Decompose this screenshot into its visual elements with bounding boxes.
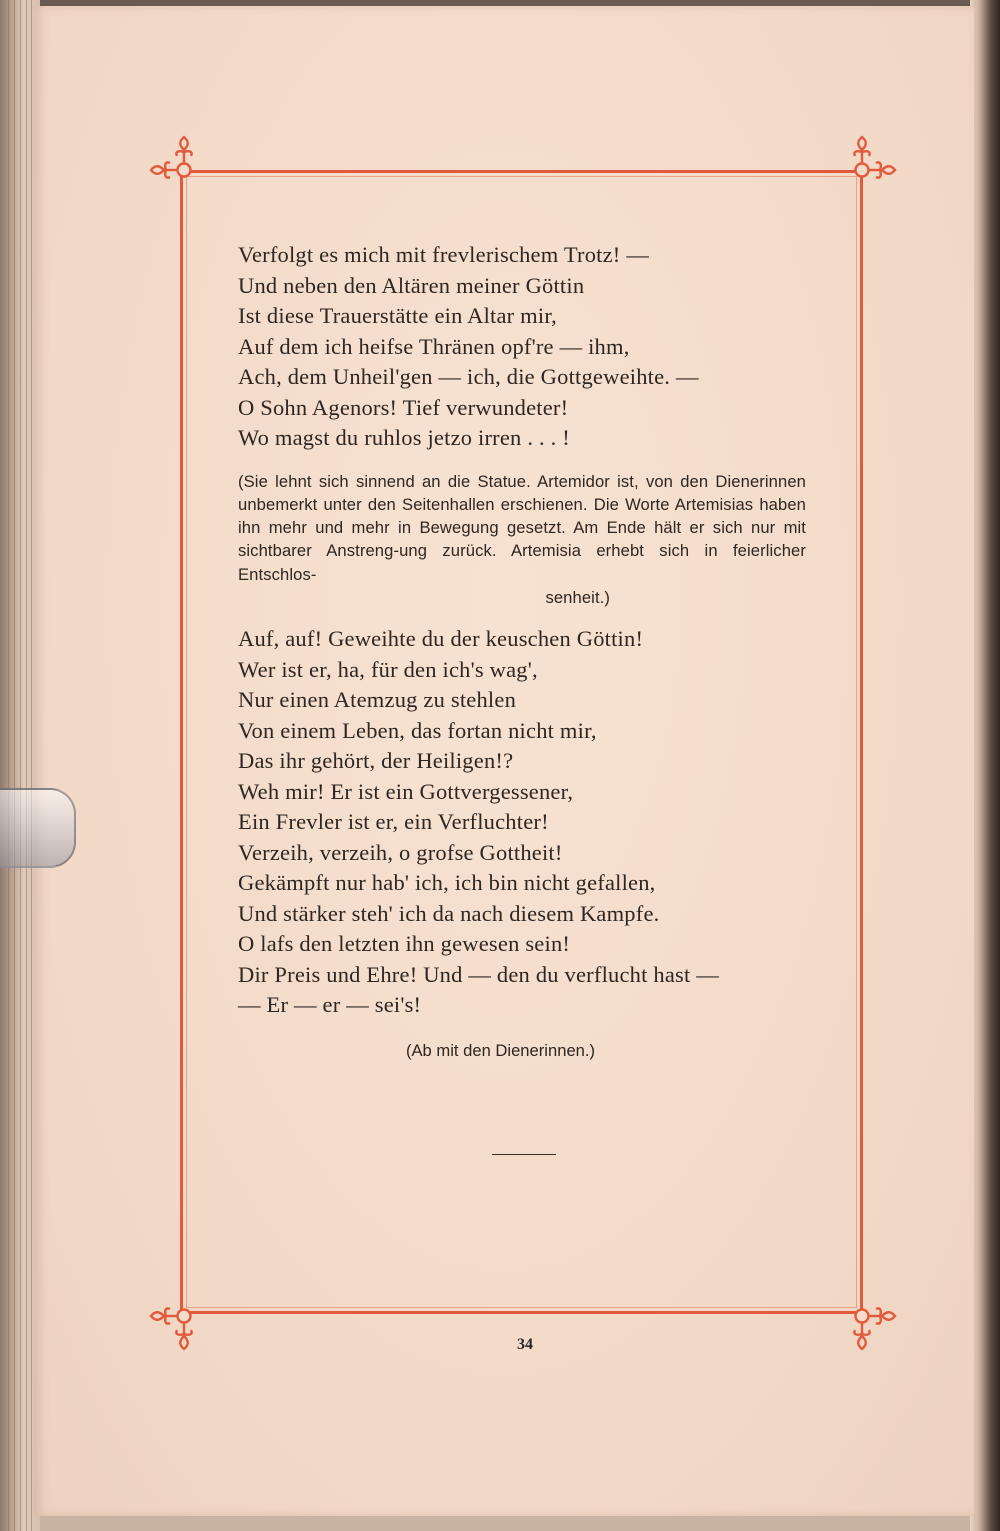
verse-line: Und stärker steh' ich da nach diesem Kampfe. [238,900,660,926]
verse-line: Verfolgt es mich mit frevlerischem Trotz! — [238,242,650,267]
verse-line: Auf dem ich heifse Thränen opf're — ihm, [238,333,630,359]
verse-line: Von einem Leben, das fortan nicht mir, [238,717,597,743]
scan-right-edge [970,0,1000,1531]
section-divider [492,1154,556,1155]
verse-line: Ein Frevler ist er, ein Verfluchter! [238,809,549,835]
verse-line: O lafs den letzten ihn gewesen sein! [238,931,571,957]
verse-line: Gekämpft nur hab' ich, ich bin nicht gefallen, [238,870,656,896]
verse-line: Auf, auf! Geweihte du der keuschen Göttin! [238,626,644,652]
verse-line: Das ihr gehört, der Heiligen!? [238,748,514,774]
verse-line: Dir Preis und Ehre! Und — den du verflucht hast — [238,961,719,987]
verse-line: Ach, dem Unheil'gen — ich, die Gottgeweihte. — [238,364,699,389]
page-text [238,240,818,1063]
verse-line: O Sohn Agenors! Tief verwundeter! [238,394,569,420]
verses-bottom [238,624,818,1021]
verses-top [238,240,818,454]
verse-line: Und neben den Altären meiner Göttin [238,272,585,298]
verse-line: — Er — er — sei's! [238,992,422,1018]
stage-direction-tail: senheit.) [545,587,610,607]
fleur-de-lis-corner-icon [148,1280,220,1352]
stage-direction [238,470,806,610]
fleur-de-lis-corner-icon [826,1280,898,1352]
verse-line: Verzeih, verzeih, o grofse Gottheit! [238,839,563,865]
fleur-de-lis-corner-icon [148,134,220,206]
stage-direction-exit: (Ab mit den Dienerinnen.) [405,1040,596,1060]
stage-direction-text: (Sie lehnt sich sinnend an die Statue. Artemidor ist, von den Dienerinnen unbemerkt unter den Seitenhallen erschienen. Die Worte Artemisias haben ihn mehr und mehr in Bewegung gesetzt. Am Ende hält er sich nur mit sichtbarer Anstreng-ung zurück. Artemisia erhebt sich in feierlicher Entschlos- [238,471,806,584]
fleur-de-lis-corner-icon [826,134,898,206]
verse-line: Ist diese Trauerstätte ein Altar mir, [238,303,557,328]
page-number: 34 [517,1336,533,1353]
page-clip [0,788,76,868]
verse-line: Nur einen Atemzug zu stehlen [238,687,517,713]
verse-line: Wo magst du ruhlos jetzo irren . . . ! [238,425,570,450]
verse-line: Weh mir! Er ist ein Gottvergessener, [238,778,574,804]
verse-line: Wer ist er, ha, für den ich's wag', [238,656,538,682]
